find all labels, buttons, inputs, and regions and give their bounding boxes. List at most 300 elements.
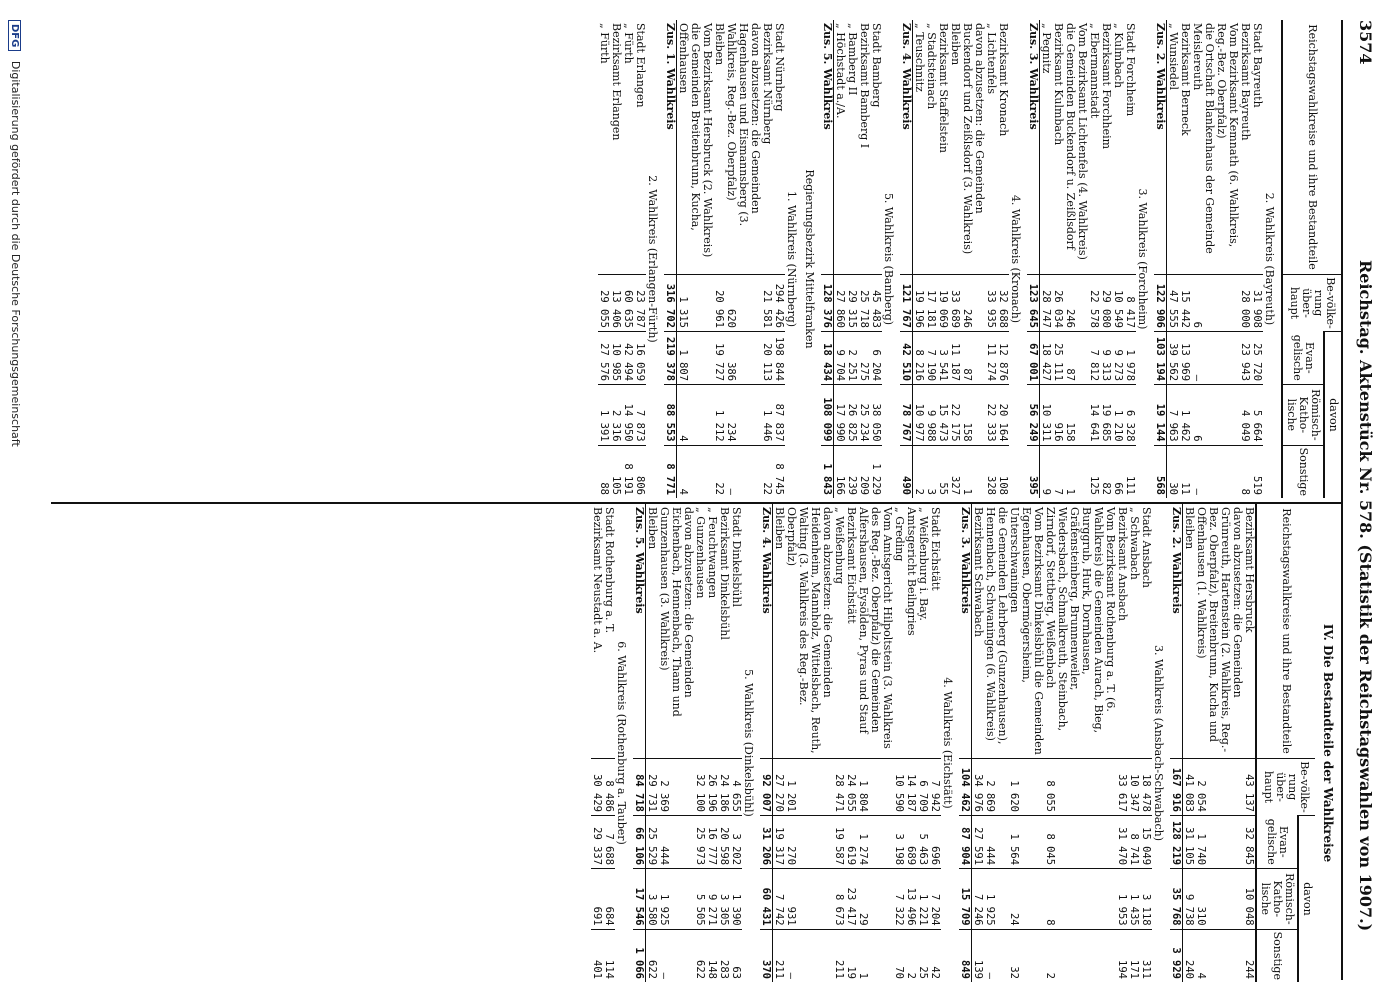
row-label: Bleiben: [773, 507, 786, 550]
sonstige-cell: 166: [834, 445, 847, 498]
bevoelkerung-cell: 104 462: [959, 759, 972, 816]
table-row: [634, 20, 646, 498]
roemisch-cell: 35 768: [1170, 869, 1183, 930]
bevoelkerung-cell: 2 369: [658, 759, 694, 816]
table-row: [893, 504, 905, 982]
evangelische-cell: 1 740: [1195, 816, 1243, 869]
evangelische-cell: 128 219: [1170, 816, 1183, 869]
table-row: [949, 20, 961, 498]
wahlkreis-heading: 4. Wahlkreis (Eichstätt): [941, 677, 954, 809]
sonstige-cell: 171: [1128, 929, 1140, 982]
bevoelkerung-cell: 6: [1191, 275, 1215, 332]
bevoelkerung-cell: 26 196: [706, 759, 718, 816]
table-row: [761, 20, 773, 498]
evangelische-cell: 19 727: [713, 332, 725, 385]
table-row: [785, 504, 833, 982]
bevoelkerung-cell: 25 718: [858, 275, 870, 332]
row-label: Zus. 5. Wahlkreis: [633, 504, 646, 759]
table-row: [1008, 504, 1044, 982]
table-row: [870, 20, 882, 498]
bevoelkerung-cell: 21 581: [761, 275, 773, 332]
row-label: „ Teuschnitz: [913, 23, 926, 92]
bevoelkerung-cell: 33 617: [1116, 759, 1128, 816]
row-label: Vom Bezirksamt Hersbruck (2. Wahlkreis) die Gemeinden Breitenbrunn, Kucha, Offenhausen: [677, 23, 714, 258]
evangelische-cell: 6 204: [870, 332, 882, 385]
roemisch-cell: 7 246: [972, 869, 985, 930]
table-row: [937, 20, 949, 498]
evangelische-cell: 103 194: [1154, 332, 1167, 385]
evangelische-cell: 10 985: [610, 332, 622, 385]
wahlkreis-heading: 6. Wahlkreis (Rothenburg a. Tauber): [615, 641, 628, 845]
table-row: [603, 504, 615, 982]
row-label: „ Höchstadt a./A.: [834, 23, 847, 119]
col-roemisch: Römisch-Katho-lische: [1282, 385, 1324, 446]
row-label: Stadt Forchheim: [1124, 23, 1137, 117]
roemisch-cell: 1 210: [1112, 385, 1124, 446]
evangelische-cell: 7 688: [603, 816, 615, 869]
roemisch-cell: 7 873: [634, 385, 646, 446]
sonstige-cell: 32: [1008, 929, 1044, 982]
col-evangelische: Evan-gelische: [1256, 816, 1298, 869]
evangelische-cell: 87: [1064, 332, 1076, 385]
sonstige-cell: 490: [900, 445, 913, 498]
evangelische-cell: 3 198: [893, 816, 905, 869]
evangelische-cell: 7 812: [1088, 332, 1100, 385]
wahlkreis-heading-row: [1136, 20, 1154, 498]
right-table-body: [591, 504, 1256, 982]
roemisch-cell: 23 417: [845, 869, 857, 930]
sonstige-cell: —: [984, 929, 1008, 982]
roemisch-cell: 1 446: [761, 385, 773, 446]
bevoelkerung-cell: 92 007: [760, 759, 773, 816]
evangelische-cell: 39 562: [1167, 332, 1180, 385]
roemisch-cell: 10 048: [1243, 869, 1256, 930]
sonstige-cell: 125: [1088, 445, 1100, 498]
sonstige-cell: 209: [858, 445, 870, 498]
sonstige-cell: 283: [718, 929, 730, 982]
evangelische-cell: 25 973: [694, 816, 706, 869]
roemisch-cell: 20 164: [997, 385, 1009, 446]
sonstige-cell: 211: [833, 929, 845, 982]
wahlkreis-heading: Regierungsbezirk Mittelfranken: [803, 169, 816, 349]
sonstige-cell: 1 066: [633, 929, 646, 982]
table-row: [1044, 504, 1116, 982]
table-row: [622, 20, 634, 498]
row-label: Stadt Rothenburg a. T.: [603, 507, 616, 634]
roemisch-cell: 19 685: [1100, 385, 1112, 446]
sonstige-cell: 849: [959, 929, 972, 982]
table-row: [1239, 20, 1251, 498]
roemisch-cell: 4 049: [1239, 385, 1251, 446]
table-row: [961, 20, 985, 498]
sonstige-cell: 42: [929, 929, 941, 982]
col-sonstige: Sonstige: [1282, 445, 1324, 498]
bevoelkerung-cell: 246: [1064, 275, 1076, 332]
row-label: „ Feuchtwangen: [706, 507, 719, 599]
row-label: Bezirksamt Nürnberg: [761, 23, 774, 145]
roemisch-cell: 19 144: [1154, 385, 1167, 446]
bevoelkerung-cell: 30 429: [591, 759, 603, 816]
table-row: [905, 504, 917, 982]
table-row: [857, 504, 893, 982]
sonstige-cell: 1 843: [821, 445, 834, 498]
roemisch-cell: 8 673: [833, 869, 845, 930]
evangelische-cell: 67 001: [1027, 332, 1040, 385]
evangelische-cell: 9 704: [834, 332, 847, 385]
evangelische-cell: 8 045: [1044, 816, 1116, 869]
roemisch-cell: 8: [1044, 869, 1116, 930]
evangelische-cell: 1 274: [857, 816, 893, 869]
roemisch-cell: 29: [857, 869, 893, 930]
evangelische-cell: 23 943: [1239, 332, 1251, 385]
sonstige-cell: —: [785, 929, 833, 982]
roemisch-cell: 25 234: [858, 385, 870, 446]
bevoelkerung-cell: 28 747: [1040, 275, 1053, 332]
bevoelkerung-cell: 10 590: [893, 759, 905, 816]
table-row: [997, 20, 1009, 498]
row-label: die Gemeinden Buckendorf u. Zeißlsdorf: [1064, 23, 1077, 250]
sonstige-cell: 148: [706, 929, 718, 982]
row-label: Bleiben: [646, 507, 659, 550]
row-label: Stadt Ansbach: [1140, 507, 1153, 588]
bevoelkerung-cell: 17 181: [925, 275, 937, 332]
sonstige-cell: 328: [985, 445, 997, 498]
row-label: Vom Bezirksamt Lichtenfels (4. Wahlkreis): [1076, 23, 1089, 260]
row-label: davon abzusetzen: die Gemeinden Hagenhausen und Eismannsberg (3. Wahlkreis, Reg.-Bez. Oberpfalz): [725, 23, 762, 227]
bevoelkerung-cell: 24 186: [718, 759, 730, 816]
evangelische-cell: 7 190: [925, 332, 937, 385]
table-row: [845, 504, 857, 982]
table-row: [1052, 20, 1064, 498]
table-row: [972, 504, 985, 982]
bevoelkerung-cell: 29 315: [846, 275, 858, 332]
bevoelkerung-cell: 28 471: [833, 759, 845, 816]
bevoelkerung-cell: 128 376: [821, 275, 834, 332]
roemisch-cell: 2 316: [610, 385, 622, 446]
sonstige-cell: 1: [961, 445, 985, 498]
evangelische-cell: 198 844: [773, 332, 785, 385]
evangelische-cell: 66 106: [633, 816, 646, 869]
col-bevoelkerung: Be-völke-rung über-haupt: [1256, 759, 1315, 816]
page-header: [1345, 20, 1375, 980]
roemisch-cell: 22 333: [985, 385, 997, 446]
table-row: [1195, 504, 1243, 982]
row-label: Bezirksamt Hersbruck: [1243, 507, 1256, 633]
sonstige-cell: 63: [730, 929, 742, 982]
sonstige-cell: 8: [1239, 445, 1251, 498]
sonstige-cell: 30: [1167, 445, 1180, 498]
roemisch-cell: 1 462: [1179, 385, 1191, 446]
bevoelkerung-cell: 8 055: [1044, 759, 1116, 816]
table-row: [718, 504, 730, 982]
sum-row: [900, 20, 913, 498]
table-row: [677, 20, 714, 498]
row-label: „ Fürth: [598, 23, 611, 64]
footer-text: Digitalisierung gefördert durch die Deutsche Forschungsgemeinschaft: [9, 60, 22, 447]
sonstige-cell: 111: [1124, 445, 1136, 498]
sonstige-cell: 1: [1064, 445, 1076, 498]
sonstige-cell: 311: [1140, 929, 1152, 982]
sonstige-cell: 622: [694, 929, 706, 982]
row-label: „ Stadtsteinach: [925, 23, 938, 110]
wahlkreis-heading-row: [646, 20, 664, 498]
sonstige-cell: 2: [905, 929, 917, 982]
sonstige-cell: 8 191: [622, 445, 634, 498]
evangelische-cell: 275: [858, 332, 870, 385]
row-label: „ Gunzenhausen: [694, 507, 707, 599]
table-row: [925, 20, 937, 498]
sonstige-cell: —: [725, 445, 761, 498]
evangelische-cell: 11 274: [985, 332, 997, 385]
sonstige-cell: 519: [1251, 445, 1263, 498]
sonstige-cell: 4: [1195, 929, 1243, 982]
sonstige-cell: 105: [610, 445, 622, 498]
bevoelkerung-cell: 33 935: [985, 275, 997, 332]
table-row: [773, 20, 785, 498]
bevoelkerung-cell: 1 315: [677, 275, 714, 332]
table-row: [1088, 20, 1100, 498]
table-row: [985, 20, 997, 498]
sum-row: [1170, 504, 1183, 982]
roemisch-cell: 17 990: [834, 385, 847, 446]
bevoelkerung-cell: 123 645: [1027, 275, 1040, 332]
bevoelkerung-cell: 316 702: [664, 275, 677, 332]
roemisch-cell: 3 118: [1140, 869, 1152, 930]
table-row: [658, 504, 694, 982]
table-row: [1140, 504, 1152, 982]
row-label: Stadt Dinkelsbühl: [730, 507, 743, 607]
bevoelkerung-cell: 167 916: [1170, 759, 1183, 816]
roemisch-cell: 158: [1064, 385, 1076, 446]
bevoelkerung-cell: 28 000: [1239, 275, 1251, 332]
roemisch-cell: 78 767: [900, 385, 913, 446]
table-row: [1179, 20, 1191, 498]
bevoelkerung-cell: 29 731: [646, 759, 659, 816]
table-row: [929, 504, 941, 982]
bevoelkerung-cell: 29 055: [598, 275, 610, 332]
bevoelkerung-cell: 620: [725, 275, 761, 332]
bevoelkerung-cell: 13 406: [610, 275, 622, 332]
row-label: „ Wunsiedel: [1167, 23, 1180, 90]
evangelische-cell: 20 113: [761, 332, 773, 385]
page-title: Reichstag. Aktenstück Nr. 578. (Statistik der Reichstagswahlen von 1907.): [1356, 260, 1375, 932]
sonstige-cell: 244: [1243, 929, 1256, 982]
dfg-logo: DFG: [8, 20, 21, 51]
roemisch-cell: [1076, 385, 1088, 446]
roemisch-cell: 7 204: [929, 869, 941, 930]
bevoelkerung-cell: 41 083: [1183, 759, 1196, 816]
sonstige-cell: 8 771: [664, 445, 677, 498]
row-label: Zus. 5. Wahlkreis: [821, 20, 834, 275]
section-title: IV. Die Bestandteile der Wahlkreise: [1321, 623, 1335, 863]
table-row: [1167, 20, 1180, 498]
row-label: Stadt Bamberg: [870, 23, 883, 108]
roemisch-cell: 14 950: [622, 385, 634, 446]
roemisch-cell: 13 496: [905, 869, 917, 930]
bevoelkerung-cell: [1215, 275, 1239, 332]
bevoelkerung-cell: 29 080: [1100, 275, 1112, 332]
wahlkreis-heading-row: [1009, 20, 1027, 498]
evangelische-cell: 11 187: [949, 332, 961, 385]
table-row: [858, 20, 870, 498]
wahlkreis-heading: 3. Wahlkreis (Forchheim): [1136, 188, 1149, 330]
sum-row: [821, 20, 834, 498]
roemisch-cell: 916: [1052, 385, 1064, 446]
roemisch-cell: 10 977: [913, 385, 926, 446]
sum-row: [760, 504, 773, 982]
bevoelkerung-cell: 1 620: [1008, 759, 1044, 816]
bevoelkerung-cell: 60 635: [622, 275, 634, 332]
col-davon: davon: [1324, 332, 1341, 499]
table-row: [1128, 504, 1140, 982]
sonstige-cell: 19: [845, 929, 857, 982]
row-label: Bezirksamt Erlangen: [610, 23, 623, 141]
bevoelkerung-cell: 47 555: [1167, 275, 1180, 332]
evangelische-cell: 386: [725, 332, 761, 385]
bevoelkerung-cell: 84 718: [633, 759, 646, 816]
col-evangelische: Evan-gelische: [1282, 332, 1324, 385]
table-row: [598, 20, 610, 498]
row-label: Stadt Bayreuth: [1251, 23, 1264, 108]
roemisch-cell: 158: [961, 385, 985, 446]
table-row: [713, 20, 725, 498]
row-label: Zus. 1. Wahlkreis: [664, 20, 677, 275]
row-label: Zus. 4. Wahlkreis: [760, 504, 773, 759]
bevoelkerung-cell: [1076, 275, 1088, 332]
sonstige-cell: 1 229: [870, 445, 882, 498]
row-label: Bezirksamt Staffelstein: [937, 23, 950, 153]
sonstige-cell: 622: [646, 929, 659, 982]
row-label: davon abzusetzen: die Gemeinden Buckendorf und Zeißlsdorf (3. Wahlkreis): [961, 23, 986, 255]
roemisch-cell: 234: [725, 385, 761, 446]
evangelische-cell: 19 587: [833, 816, 845, 869]
row-label: Stadt Nürnberg: [773, 23, 786, 112]
row-label: Vom Bezirksamt Dinkelsbühl die Gemeinden Egenhausen, Obermögersheim, Unterschwaningen: [1008, 507, 1045, 755]
roemisch-cell: [1215, 385, 1239, 446]
evangelische-cell: 619: [845, 816, 857, 869]
row-label: Bezirksamt Kulmbach: [1052, 23, 1065, 146]
sonstige-cell: 55: [937, 445, 949, 498]
sonstige-cell: 370: [760, 929, 773, 982]
roemisch-cell: 7 322: [893, 869, 905, 930]
row-label: Bezirksamt Berneck: [1179, 23, 1192, 136]
row-label: davon abzusetzen: die Gemeinden Eichenbach, Hennenbach, Thann und Gunzenhausen (3. Wahlkreis): [658, 507, 695, 717]
roemisch-cell: 310: [1195, 869, 1243, 930]
wahlkreis-heading: 5. Wahlkreis (Dinkelsbühl): [742, 669, 755, 817]
roemisch-cell: 1 435: [1128, 869, 1140, 930]
bevoelkerung-cell: 6 709: [917, 759, 929, 816]
bevoelkerung-cell: 23 787: [634, 275, 646, 332]
sonstige-cell: 11: [1179, 445, 1191, 498]
sonstige-cell: [1076, 445, 1088, 498]
roemisch-cell: 9 988: [925, 385, 937, 446]
evangelische-cell: 9 273: [1112, 332, 1124, 385]
evangelische-cell: 20 598: [718, 816, 730, 869]
bevoelkerung-cell: 43 137: [1243, 759, 1256, 816]
evangelische-cell: 25 529: [646, 816, 659, 869]
roemisch-cell: 1 925: [984, 869, 1008, 930]
bevoelkerung-cell: 7 942: [929, 759, 941, 816]
sonstige-cell: [1215, 445, 1239, 498]
sonstige-cell: 395: [1027, 445, 1040, 498]
wahlkreis-heading: 2. Wahlkreis (Erlangen-Fürth): [646, 175, 659, 343]
bevoelkerung-cell: 4 655: [730, 759, 742, 816]
roemisch-cell: 17 546: [633, 869, 646, 930]
bevoelkerung-cell: 31 908: [1251, 275, 1263, 332]
wahlkreis-heading: 1. Wahlkreis (Nürnberg): [785, 190, 798, 328]
roemisch-cell: 15 709: [959, 869, 972, 930]
bevoelkerung-cell: 15 442: [1179, 275, 1191, 332]
row-label: Vom Bezirksamt Kemnath (6. Wahlkreis, Reg.-Bez. Oberpfalz): [1215, 23, 1240, 248]
col-roemisch: Römisch-Katho-lische: [1256, 869, 1298, 930]
sonstige-cell: 25: [917, 929, 929, 982]
table-row: [610, 20, 622, 498]
bevoelkerung-cell: 45 483: [870, 275, 882, 332]
bevoelkerung-cell: 8 486: [603, 759, 615, 816]
evangelische-cell: 19 317: [773, 816, 786, 869]
sonstige-cell: 7: [1052, 445, 1064, 498]
evangelische-cell: 219 378: [664, 332, 677, 385]
roemisch-cell: 56 249: [1027, 385, 1040, 446]
roemisch-cell: 1 391: [598, 385, 610, 446]
evangelische-cell: 13 969: [1179, 332, 1191, 385]
roemisch-cell: 9 738: [1183, 869, 1196, 930]
sonstige-cell: 568: [1154, 445, 1167, 498]
table-row: [706, 504, 718, 982]
right-column: [51, 502, 1341, 982]
table-row: [1100, 20, 1112, 498]
roemisch-cell: 7 963: [1167, 385, 1180, 446]
sonstige-cell: 327: [949, 445, 961, 498]
page-number: 3574: [1356, 20, 1375, 65]
evangelische-cell: 9 313: [1100, 332, 1112, 385]
evangelische-cell: 16 777: [706, 816, 718, 869]
table-row: [834, 20, 847, 498]
evangelische-cell: 87 904: [959, 816, 972, 869]
evangelische-cell: 31 206: [760, 816, 773, 869]
sonstige-cell: —: [658, 929, 694, 982]
evangelische-cell: —: [1191, 332, 1215, 385]
row-label: „ Lichtenfels: [985, 23, 998, 95]
sum-row: [1154, 20, 1167, 498]
col-wahlkreise: Reichstagswahlkreise und ihre Bestandteile: [1256, 504, 1315, 759]
sonstige-cell: 239: [846, 445, 858, 498]
evangelische-cell: 42 494: [622, 332, 634, 385]
evangelische-cell: 25 111: [1052, 332, 1064, 385]
footer: [8, 20, 22, 447]
table-row: [1040, 20, 1053, 498]
table-area: [51, 20, 1343, 980]
roemisch-cell: 38 050: [870, 385, 882, 446]
evangelische-cell: 696: [929, 816, 941, 869]
row-label: die Ortschaft Blankenhaus der Gemeinde Meislereuth: [1191, 23, 1216, 254]
bevoelkerung-cell: 34 976: [972, 759, 985, 816]
sonstige-cell: 88: [598, 445, 610, 498]
row-label: Bezirksamt Bayreuth: [1239, 23, 1252, 141]
evangelische-cell: 1 978: [1124, 332, 1136, 385]
row-label: Bezirksamt Schwabach: [972, 507, 985, 637]
col-sonstige: Sonstige: [1256, 929, 1298, 982]
bevoelkerung-cell: 2 054: [1195, 759, 1243, 816]
row-label: Stadt Eichstätt: [929, 507, 942, 591]
roemisch-cell: 26 825: [846, 385, 858, 446]
bevoelkerung-cell: 32 100: [694, 759, 706, 816]
table-row: [773, 504, 786, 982]
wahlkreis-heading-row: [1263, 20, 1282, 498]
wahlkreis-heading-row: [1152, 504, 1170, 982]
row-label: „ Ebermannstadt: [1088, 23, 1101, 119]
sonstige-cell: 240: [1183, 929, 1196, 982]
